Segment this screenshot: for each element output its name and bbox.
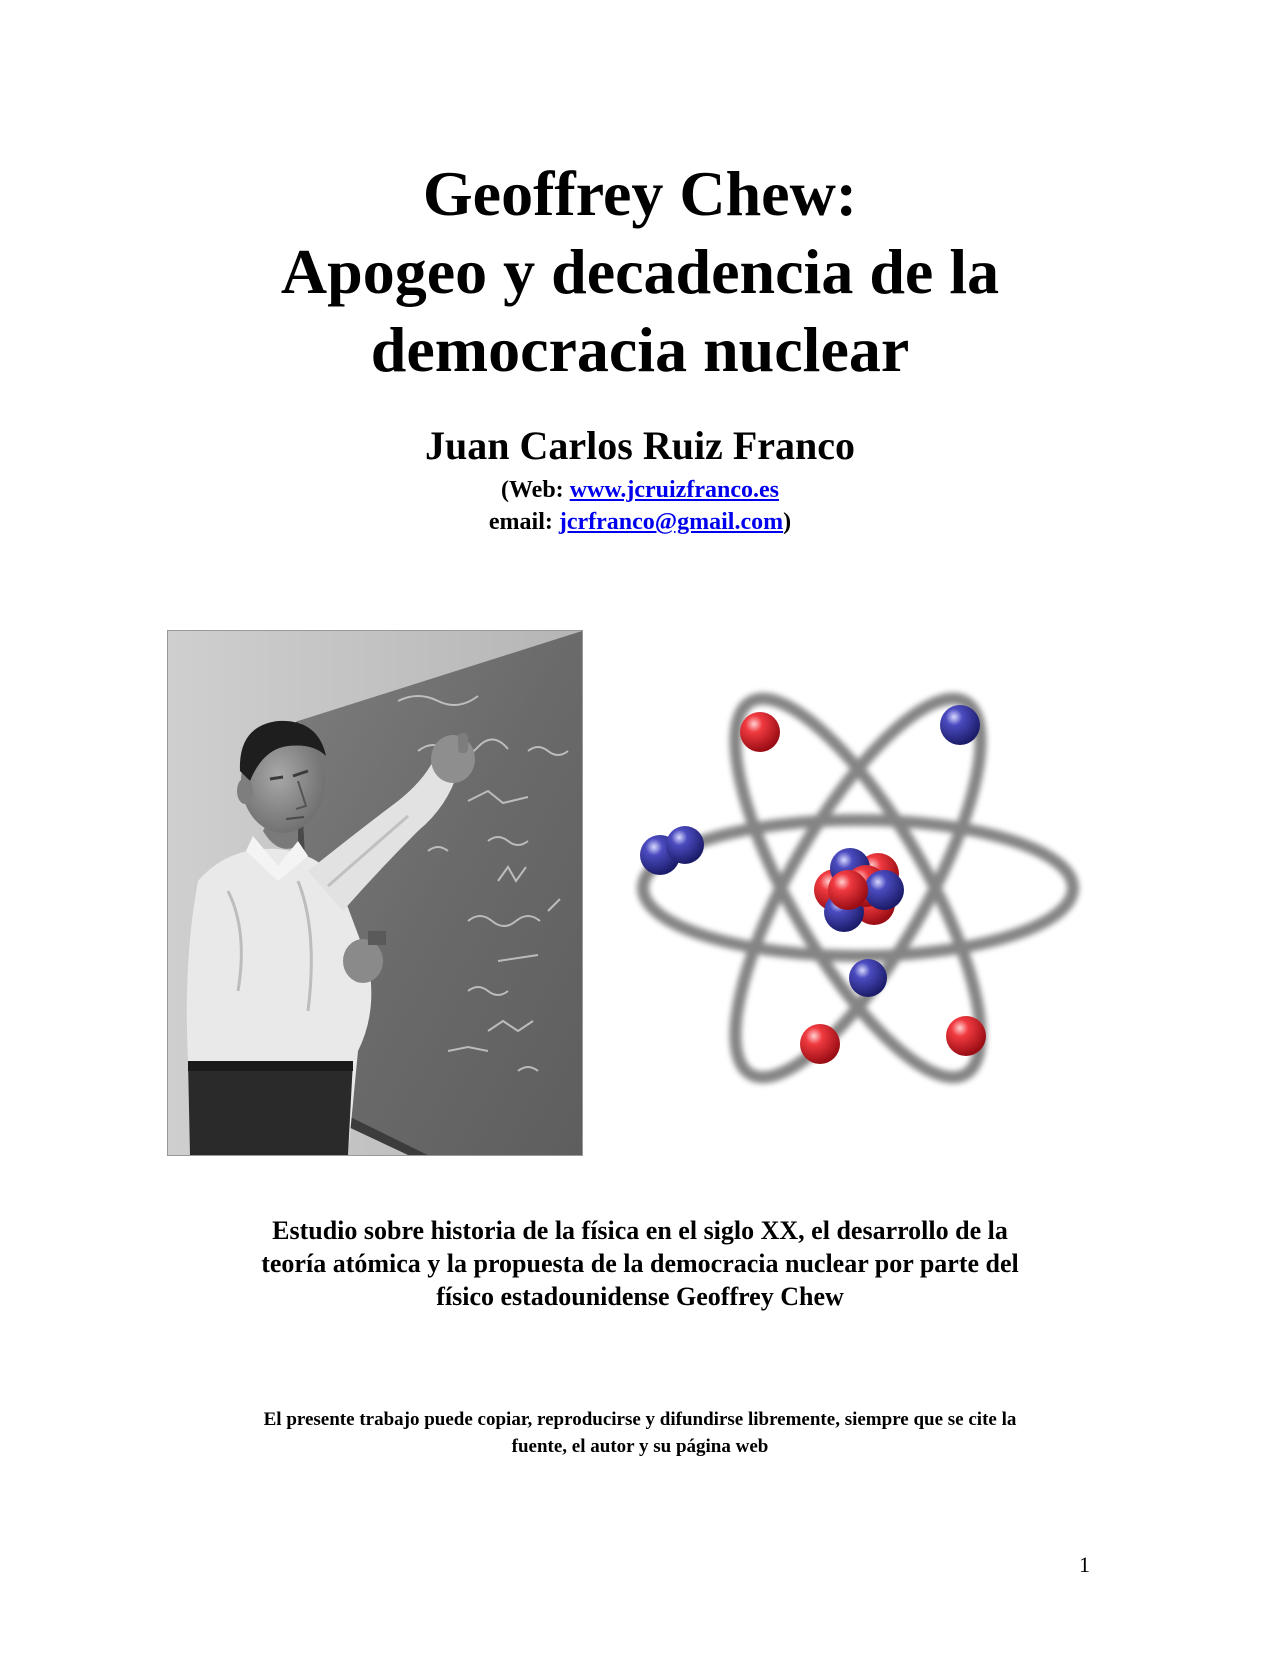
web-prefix: (Web:: [501, 477, 570, 503]
abstract-line-1: Estudio sobre historia de la física en el siglo XX, el desarrollo de la: [272, 1216, 1008, 1245]
license-line-2: fuente, el autor y su página web: [511, 1436, 769, 1457]
email-prefix: email:: [488, 509, 559, 535]
document-title: [0, 155, 1280, 389]
contact-info: [0, 474, 1280, 538]
license-line-1: El presente trabajo puede copiar, reproducirse y difundirse libremente, siempre que se cite la: [263, 1409, 1017, 1430]
abstract-line-2: teoría atómica y la propuesta de la democracia nuclear por parte del: [261, 1249, 1019, 1278]
page-number: 1: [1079, 1552, 1090, 1577]
atom-illustration: [630, 650, 1090, 1130]
abstract-line-3: físico estadounidense Geoffrey Chew: [436, 1282, 844, 1311]
abstract-text: [180, 1214, 1100, 1313]
title-line-3: democracia nuclear: [370, 314, 910, 385]
email-row: [0, 506, 1280, 538]
chalkboard-photo-drawing: [168, 631, 582, 1155]
license-note: [160, 1406, 1120, 1460]
title-line-1: Geoffrey Chew:: [422, 158, 858, 229]
author-name: Juan Carlos Ruiz Franco: [425, 423, 855, 468]
web-link[interactable]: www.jcruizfranco.es: [569, 477, 779, 503]
title-line-2: Apogeo y decadencia de la: [280, 236, 1000, 307]
chalkboard-photo: [167, 630, 583, 1156]
web-row: [0, 474, 1280, 506]
email-suffix: ): [783, 509, 792, 535]
atom-icon: [630, 650, 1090, 1130]
email-link[interactable]: jcrfranco@gmail.com: [558, 509, 784, 535]
